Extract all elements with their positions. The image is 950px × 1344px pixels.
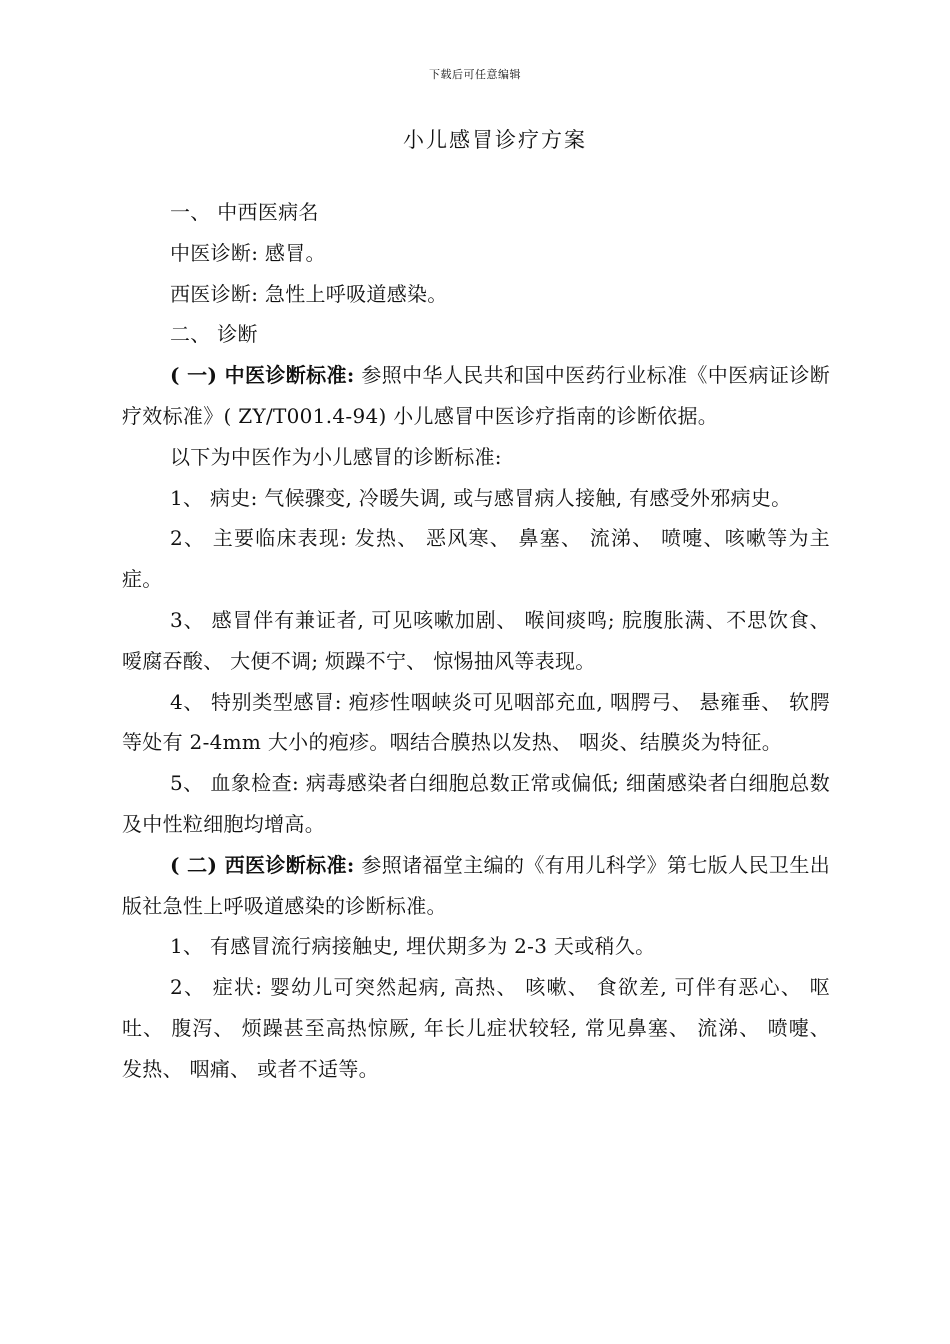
tcm-criteria-label: ( 一) 中医诊断标准: <box>170 363 355 388</box>
tcm-diagnosis: 中医诊断: 感冒。 <box>170 240 326 265</box>
tcm-criteria-paragraph <box>122 355 830 437</box>
document-body <box>122 192 830 1090</box>
section-heading-names: 一、 中西医病名 <box>170 200 319 224</box>
page-header-note: 下载后可任意编辑 <box>429 68 521 81</box>
western-diagnosis: 西医诊断: 急性上呼吸道感染。 <box>170 281 448 306</box>
wm-criteria-item: 1、 有感冒流行病接触史, 埋伏期多为 2-3 天或稍久。 <box>170 934 656 959</box>
wm-criteria-paragraph <box>122 845 830 927</box>
tcm-criteria-text: 参照中华人民共和国中医药行业标准《中医病证诊断疗效标准》( ZY/T001.4-94) 小儿感冒中医诊疗指南的诊断依据。 <box>122 363 830 428</box>
tcm-criteria-item: 5、 血象检查: 病毒感染者白细胞总数正常或偏低; 细菌感染者白细胞总数及中性粒细胞均增高。 <box>122 771 830 836</box>
wm-criteria-item: 2、 症状: 婴幼儿可突然起病, 高热、 咳嗽、 食欲差, 可伴有恶心、 呕吐、 腹泻、 烦躁甚至高热惊厥, 年长儿症状较轻, 常见鼻塞、 流涕、 喷嚏、 发热、 咽痛、 或者不适等。 <box>122 975 830 1081</box>
tcm-criteria-item: 1、 病史: 气候骤变, 冷暖失调, 或与感冒病人接触, 有感受外邪病史。 <box>170 485 792 510</box>
document-title: 小儿感冒诊疗方案 <box>403 128 587 152</box>
section-heading-diagnosis: 二、 诊断 <box>170 322 258 347</box>
wm-criteria-text: 参照诸福堂主编的《有用儿科学》第七版人民卫生出版社急性上呼吸道感染的诊断标准。 <box>122 852 830 918</box>
tcm-criteria-item: 2、 主要临床表现: 发热、 恶风寒、 鼻塞、 流涕、 喷嚏、咳嗽等为主症。 <box>122 526 830 592</box>
tcm-criteria-item: 3、 感冒伴有兼证者, 可见咳嗽加剧、 喉间痰鸣; 脘腹胀满、不思饮食、 嗳腐吞酸、 大便不调; 烦躁不宁、 惊惕抽风等表现。 <box>122 607 830 673</box>
tcm-criteria-intro: 以下为中医作为小儿感冒的诊断标准: <box>170 444 502 469</box>
tcm-criteria-item: 4、 特别类型感冒: 疱疹性咽峡炎可见咽部充血, 咽腭弓、 悬雍垂、 软腭等处有 2-4mm 大小的疱疹。咽结合膜热以发热、 咽炎、结膜炎为特征。 <box>122 689 830 755</box>
wm-criteria-label: ( 二) 西医诊断标准: <box>170 852 355 877</box>
